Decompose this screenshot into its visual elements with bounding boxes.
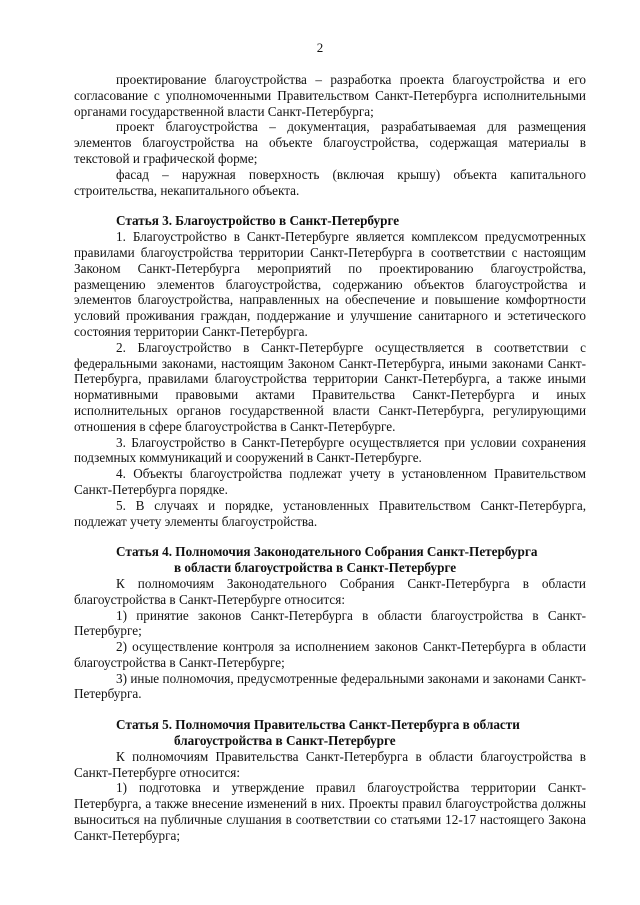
article-5-paragraph: 1) подготовка и утверждение правил благоустройства территории Санкт-Петербурга, а также внесение изменений в них. Проекты правил благоустройства должны выноситься на публичные слушания в соответствии со статьями 12-17 настоящего Закона Санкт-Петербурга;	[74, 780, 586, 843]
article-3-paragraph: 3. Благоустройство в Санкт-Петербурге осуществляется при условии сохранения подземных коммуникаций и сооружений в Санкт-Петербурге.	[74, 434, 586, 466]
definition-paragraph: проектирование благоустройства – разработка проекта благоустройства и его согласование с уполномоченными Правительством Санкт-Петербурга исполнительными органами государственной власти Санкт-Петербурга;	[74, 72, 586, 119]
article-4-heading-line2: в области благоустройства в Санкт-Петербурге	[174, 560, 457, 576]
definition-paragraph: фасад – наружная поверхность (включая крышу) объекта капитального строительства, некапитального объекта.	[74, 166, 586, 198]
document-body	[74, 72, 586, 844]
article-4-heading-line1: Статья 4. Полномочия Законодательного Собрания Санкт-Петербурга	[116, 544, 538, 560]
article-3-paragraph: 2. Благоустройство в Санкт-Петербурге осуществляется в соответствии с федеральными законами, настоящим Законом Санкт-Петербурга, иными законами Санкт-Петербурга, правилами благоустройства территории Санкт-Петербурга, а также иными нормативными правовыми актами Правительства Санкт-Петербурга и иных исполнительных органов государственной власти Санкт-Петербурга, регулирующими отношения в сфере благоустройства в Санкт-Петербурге.	[74, 339, 586, 434]
article-5-heading	[74, 717, 586, 749]
article-3-paragraph: 5. В случаях и порядке, установленных Правительством Санкт-Петербурга, подлежат учету элементы благоустройства.	[74, 497, 586, 529]
article-4-paragraph: 1) принятие законов Санкт-Петербурга в области благоустройства в Санкт-Петербурге;	[74, 607, 586, 639]
article-3-paragraph: 1. Благоустройство в Санкт-Петербурге является комплексом предусмотренных правилами благоустройства территории Санкт-Петербурга в соответствии с настоящим Законом Санкт-Петербурга мероприятий по проектированию благоустройства, размещению элементов благоустройства, содержанию объектов благоустройства и элементов благоустройства, направленных на обеспечение и повышение комфортности условий проживания граждан, поддержание и улучшение санитарного и эстетического состояния территории Санкт-Петербурга.	[74, 229, 586, 339]
article-5-paragraph: К полномочиям Правительства Санкт-Петербурга в области благоустройства в Санкт-Петербурге относится:	[74, 748, 586, 780]
article-5-heading-line1: Статья 5. Полномочия Правительства Санкт-Петербурга в области	[116, 717, 520, 733]
article-4-paragraph: 2) осуществление контроля за исполнением законов Санкт-Петербурга в области благоустройства в Санкт-Петербурге;	[74, 639, 586, 670]
article-3-paragraph: 4. Объекты благоустройства подлежат учету в установленном Правительством Санкт-Петербурга порядке.	[74, 466, 586, 497]
article-4-paragraph: 3) иные полномочия, предусмотренные федеральными законами и законами Санкт-Петербурга.	[74, 670, 586, 702]
article-4-paragraph: К полномочиям Законодательного Собрания Санкт-Петербурга в области благоустройства в Санкт-Петербурге относится:	[74, 575, 586, 607]
article-3-heading: Статья 3. Благоустройство в Санкт-Петербурге	[116, 213, 400, 229]
definition-paragraph: проект благоустройства – документация, разрабатываемая для размещения элементов благоустройства на объекте благоустройства, содержащая материалы в текстовой и графической форме;	[74, 119, 586, 166]
article-4-heading	[74, 544, 586, 576]
article-5-heading-line2: благоустройства в Санкт-Петербурге	[174, 733, 396, 749]
page-number: 2	[316, 40, 324, 55]
